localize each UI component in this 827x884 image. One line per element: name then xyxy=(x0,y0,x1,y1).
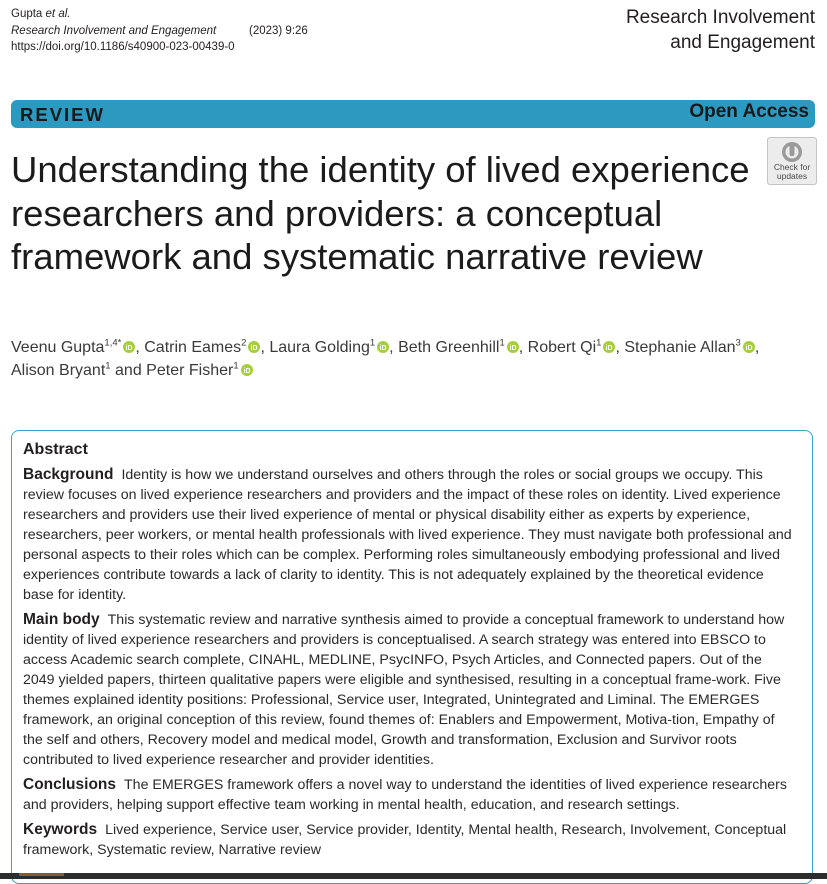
svg-text:iD: iD xyxy=(509,345,517,352)
citation-author: Gupta xyxy=(11,8,43,20)
author-affiliation: 1 xyxy=(105,360,111,372)
orcid-icon[interactable] xyxy=(248,341,260,353)
check-updates-icon xyxy=(781,141,803,163)
check-for-updates-button[interactable] xyxy=(767,137,817,185)
bottom-bar xyxy=(0,873,827,879)
orcid-icon[interactable] xyxy=(123,341,135,353)
author-name[interactable]: Robert Qi xyxy=(527,339,597,356)
citation-journal: Research Involvement and Engagement xyxy=(11,24,217,37)
author-separator: , xyxy=(754,339,760,356)
author-separator: , xyxy=(260,339,265,356)
author-name[interactable]: Alison Bryant xyxy=(11,362,106,379)
conclusions-label: Conclusions xyxy=(23,776,117,793)
abstract-heading: Abstract xyxy=(23,441,88,458)
keywords-text: Lived experience, Service user, Service provider, Identity, Mental health, Research, Involvement, Conceptual framework, Systematic review, Narrative review xyxy=(23,822,787,858)
svg-text:iD: iD xyxy=(125,345,133,352)
check-updates-line1: Check for xyxy=(773,162,811,172)
main-body-text: This systematic review and narrative synthesis aimed to provide a conceptual framework to understand how identity of lived experience researchers and providers is conceptualised. A search strategy was entered into EBSCO to access Academic search complete, CINAHL, MEDLINE, PsycINFO, Psych Articles, and Connected papers. Out of the 2049 yielded papers, thirteen qualitative papers were eligible and synthesised, resulting in a conceptual frame-work. Five themes explained identity positions: Professional, Service user, Integrated, Unintegrated and Liminal. The EMERGES framework, an original conception of this review, found themes of: Enablers and Empowerment, Motiva-tion, Empathy of the self and others, Recovery model and medical model, Growth and transformation, Exclusion and Survivor roots contributed to lived experience researcher and provider identities. xyxy=(23,612,785,768)
citation-block xyxy=(11,6,308,56)
background-text: Identity is how we understand ourselves and others through the roles or social groups we occupy. This review focuses on lived experience researchers and providers and the impact of these roles on identity. Lived experience researchers and providers use their lived experience of mental or physical disability either as experts by experience, researchers, peer workers, or mental health professionals with lived experience. They must navigate both professional and personal aspects to their roles which can be complex. Performing roles simultaneously embodying professional and lived experiences contribute towards a lack of clarity to identity. This is not adequately explained by the theoretical evidence base for identity. xyxy=(23,467,792,603)
author-separator: , xyxy=(518,339,524,356)
article-title: Understanding the identity of lived experience researchers and providers: a conceptual framework and systematic narrative review xyxy=(11,149,750,277)
citation-year-volume: (2023) 9:26 xyxy=(249,24,308,37)
journal-name-line1: Research Involvement xyxy=(625,7,815,28)
citation-author-line xyxy=(11,6,308,23)
author-and: and xyxy=(115,362,142,379)
author-affiliation: 1 xyxy=(499,337,505,349)
citation-doi-link[interactable]: https://doi.org/10.1186/s40900-023-00439-0 xyxy=(11,41,235,53)
author-name[interactable]: Catrin Eames xyxy=(144,339,242,356)
abstract-background xyxy=(23,465,795,605)
author-separator: , xyxy=(389,339,394,356)
author-name[interactable]: Peter Fisher xyxy=(146,362,234,379)
bottom-bar-tab xyxy=(19,873,64,876)
svg-text:iD: iD xyxy=(379,345,387,352)
author-list xyxy=(11,336,801,382)
orcid-icon[interactable] xyxy=(743,341,755,353)
author-separator: , xyxy=(615,339,620,356)
abstract-main-body xyxy=(23,610,795,770)
citation-journal-line xyxy=(11,23,308,40)
svg-text:iD: iD xyxy=(243,368,251,375)
author-affiliation: 2 xyxy=(241,337,247,349)
citation-etal: et al. xyxy=(45,8,71,20)
check-updates-line2: updates xyxy=(776,171,808,181)
author-affiliation: 1 xyxy=(369,337,376,349)
abstract-conclusions xyxy=(23,775,795,815)
orcid-icon[interactable] xyxy=(603,341,615,353)
author-affiliation: 1 xyxy=(596,337,602,349)
author-affiliation: 1,4* xyxy=(104,337,122,349)
article-type-label: REVIEW xyxy=(20,104,105,125)
keywords-label: Keywords xyxy=(23,821,98,838)
author-name[interactable]: Beth Greenhill xyxy=(398,339,500,356)
orcid-icon[interactable] xyxy=(241,364,253,376)
author-name[interactable]: Veenu Gupta xyxy=(11,339,105,356)
author-affiliation: 3 xyxy=(735,337,741,349)
conclusions-text: The EMERGES framework offers a novel way to understand the identities of lived experience researchers and providers, helping support effective team working in mental health, education, and research settings. xyxy=(23,777,787,813)
svg-text:iD: iD xyxy=(250,345,258,352)
author-name[interactable]: Laura Golding xyxy=(269,339,370,356)
background-label: Background xyxy=(23,466,114,483)
main-body-label: Main body xyxy=(23,611,100,628)
author-name[interactable]: Stephanie Allan xyxy=(624,339,736,356)
svg-text:iD: iD xyxy=(605,345,613,352)
svg-text:iD: iD xyxy=(745,345,753,352)
journal-name xyxy=(626,5,815,55)
abstract-box xyxy=(11,430,813,884)
author-separator: , xyxy=(135,339,140,356)
author-affiliation: 1 xyxy=(233,360,239,372)
article-type-banner xyxy=(11,100,815,128)
orcid-icon[interactable] xyxy=(507,341,519,353)
abstract-keywords xyxy=(23,820,795,860)
journal-name-line2: and Engagement xyxy=(670,32,815,53)
orcid-icon[interactable] xyxy=(377,341,389,353)
open-access-label: Open Access xyxy=(689,101,809,122)
